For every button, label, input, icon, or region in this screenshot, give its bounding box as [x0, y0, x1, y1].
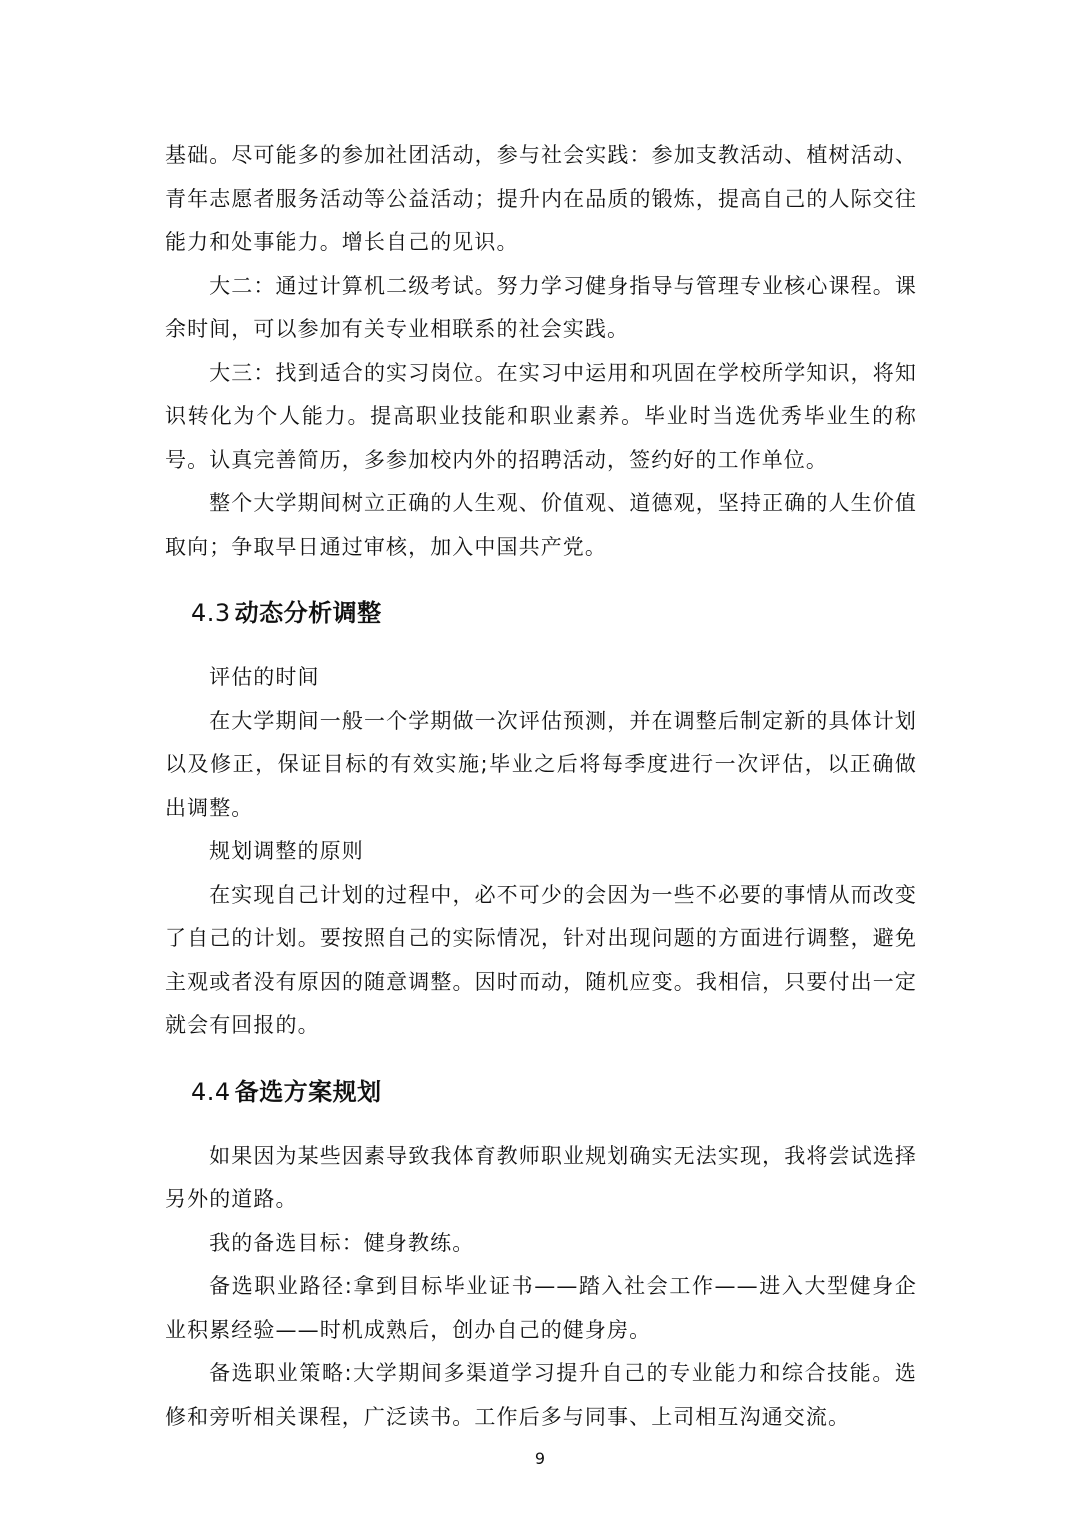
section-title: 动态分析调整: [234, 599, 382, 627]
paragraph-year-two: 大二：通过计算机二级考试。努力学习健身指导与管理专业核心课程。课余时间，可以参加有关专业相联系的社会实践。: [165, 273, 917, 341]
subheading-evaluation-time: 评估的时间: [209, 665, 320, 689]
paragraph-evaluation: 在大学期间一般一个学期做一次评估预测，并在调整后制定新的具体计划以及修正，保证目标的有效实施;毕业之后将每季度进行一次评估，以正确做出调整。: [165, 708, 917, 820]
section-heading-4-4: [191, 1075, 917, 1109]
paragraph-alternative-intro: 如果因为某些因素导致我体育教师职业规划确实无法实现，我将尝试选择另外的道路。: [165, 1143, 917, 1211]
section-title: 备选方案规划: [234, 1077, 382, 1106]
section-heading-4-3: [191, 596, 917, 630]
section-number: 4.3: [191, 599, 231, 627]
subheading-adjustment-principle: 规划调整的原则: [209, 839, 364, 863]
paragraph-year-three: 大三：找到适合的实习岗位。在实习中运用和巩固在学校所学知识，将知识转化为个人能力。提高职业技能和职业素养。毕业时当选优秀毕业生的称号。认真完善简历，多参加校内外的招聘活动，签约好的工作单位。: [165, 360, 917, 472]
page-content: [165, 134, 917, 1439]
paragraph-alternative-path: 备选职业路径:拿到目标毕业证书——踏入社会工作——进入大型健身企业积累经验——时机成熟后，创办自己的健身房。: [165, 1274, 917, 1342]
paragraph-alternative-strategy: 备选职业策略:大学期间多渠道学习提升自己的专业能力和综合技能。选修和旁听相关课程，广泛读书。工作后多与同事、上司相互沟通交流。: [165, 1361, 917, 1429]
page-number: 9: [534, 1449, 546, 1468]
paragraph-whole-college: 整个大学期间树立正确的人生观、价值观、道德观，坚持正确的人生价值取向；争取早日通过审核，加入中国共产党。: [165, 491, 917, 559]
section-number: 4.4: [191, 1077, 231, 1106]
paragraph-adjustment: 在实现自己计划的过程中，必不可少的会因为一些不必要的事情从而改变了自己的计划。要按照自己的实际情况，针对出现问题的方面进行调整，避免主观或者没有原因的随意调整。因时而动，随机应变。我相信，只要付出一定就会有回报的。: [165, 882, 917, 1037]
paragraph-alternative-goal: 我的备选目标：健身教练。: [209, 1230, 475, 1255]
paragraph-continued: 基础。尽可能多的参加社团活动，参与社会实践：参加支教活动、植树活动、青年志愿者服务活动等公益活动；提升内在品质的锻炼，提高自己的人际交往能力和处事能力。增长自己的见识。: [165, 143, 917, 254]
